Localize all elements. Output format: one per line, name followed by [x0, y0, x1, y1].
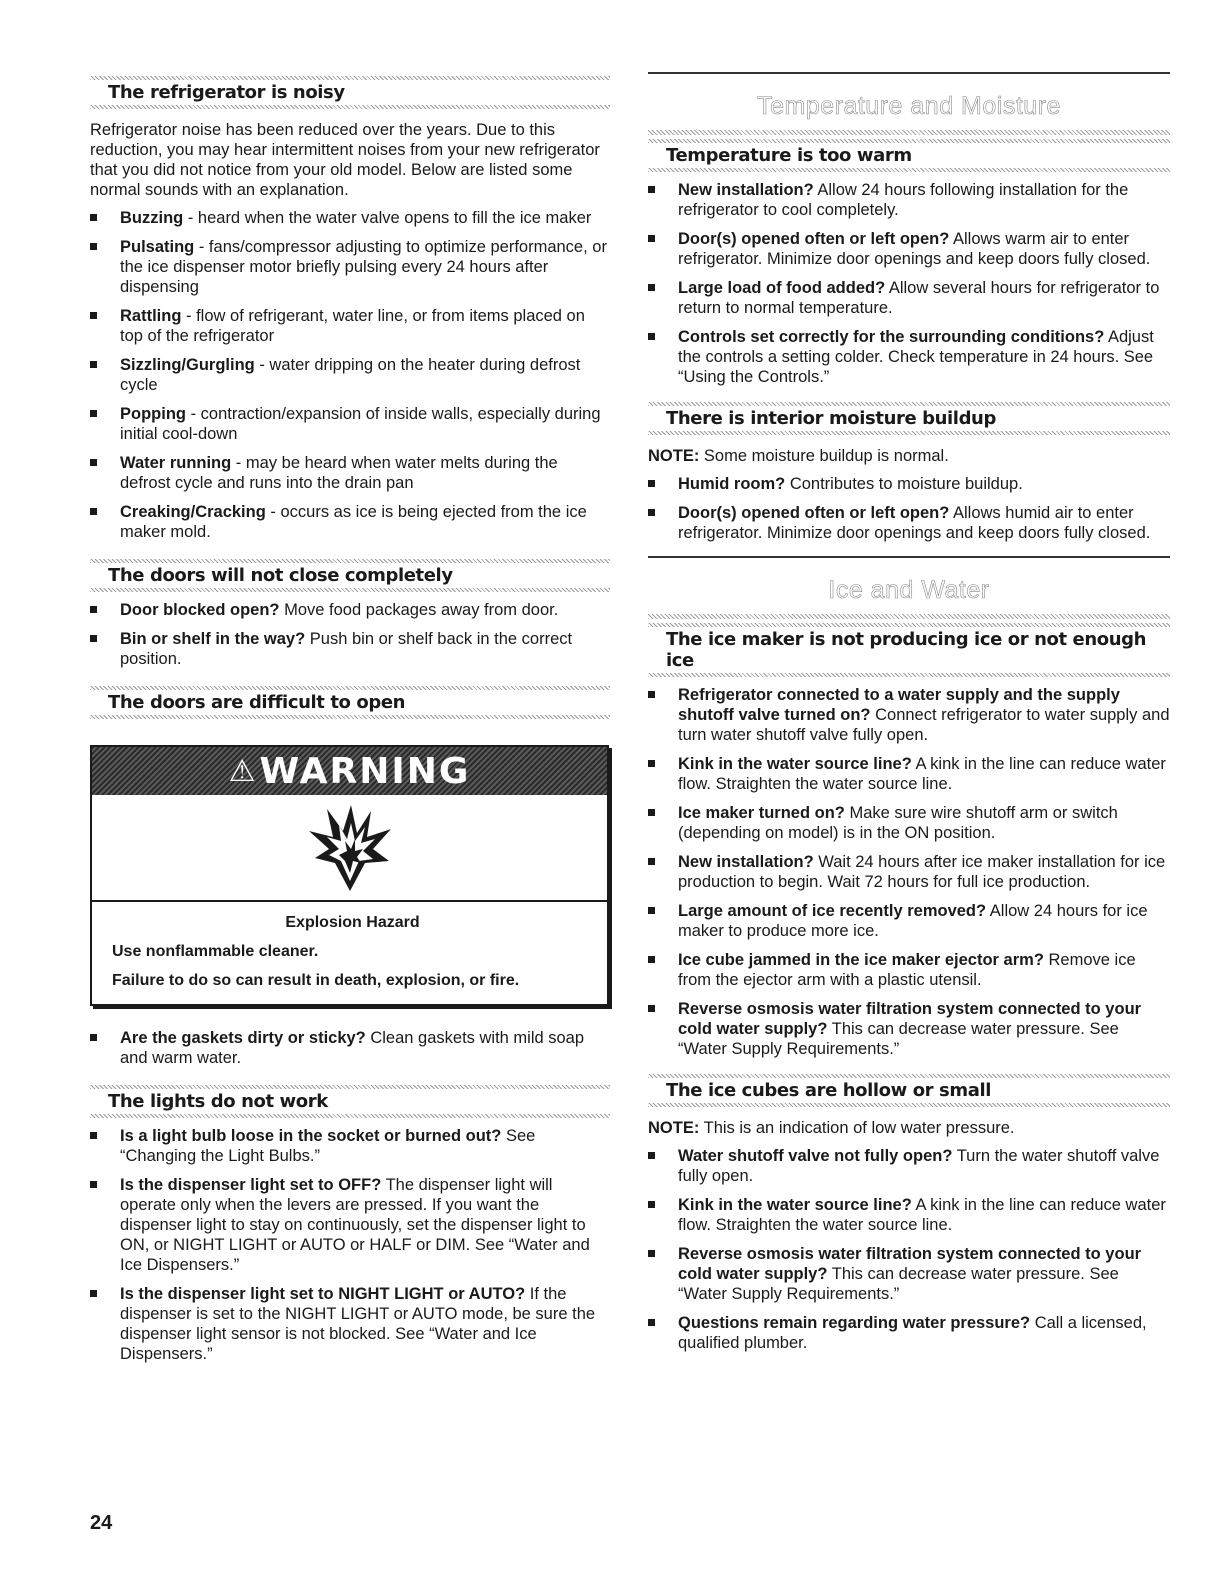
bullet-icon	[90, 635, 97, 642]
item-label: Reverse osmosis water filtration system connected to your cold water supply?	[678, 1245, 1142, 1283]
bullet-icon	[648, 284, 655, 291]
list-item	[90, 453, 610, 493]
lights-list	[90, 1126, 610, 1364]
bullet-icon	[648, 1201, 655, 1208]
item-text: Push bin or shelf back in the correct position.	[120, 630, 573, 668]
item-text: Clean gaskets with mild soap and warm water.	[120, 1029, 585, 1067]
item-text: - water dripping on the heater during defrost cycle	[120, 356, 581, 394]
list-item	[648, 1313, 1170, 1353]
item-text: Remove ice from the ejector arm with a plastic utensil.	[678, 951, 1136, 989]
item-label: Buzzing	[120, 209, 184, 227]
list-item	[90, 629, 610, 669]
list-item	[90, 1028, 610, 1068]
bullet-icon	[648, 907, 655, 914]
page-number: 24	[90, 1512, 113, 1534]
warning-line1: Use nonflammable cleaner.	[112, 943, 319, 960]
item-label: Popping	[120, 405, 186, 423]
bullet-icon	[90, 243, 97, 250]
item-label: Bin or shelf in the way?	[120, 630, 306, 648]
bullet-icon	[90, 1181, 97, 1188]
item-text: Allows warm air to enter refrigerator. Minimize door openings and keep doors fully closed.	[678, 230, 1151, 268]
explosion-icon	[305, 803, 395, 893]
moisture-note	[648, 446, 1170, 466]
bullet-icon	[90, 410, 97, 417]
item-text: Adjust the controls a setting colder. Check temperature in 24 hours. See “Using the Controls.”	[678, 328, 1154, 386]
item-label: Refrigerator connected to a water supply and the supply shutoff valve turned on?	[678, 686, 1120, 724]
doors-close-heading: The doors will not close completely	[90, 559, 610, 592]
item-text: Allow several hours for refrigerator to return to normal temperature.	[678, 279, 1160, 317]
noisy-intro: Refrigerator noise has been reduced over the years. Due to this reduction, you may hear intermittent noises from your new refrigerator that you did not notice from your old model. Below are listed some normal sounds with an explanation.	[90, 121, 600, 199]
noisy-list	[90, 208, 610, 542]
list-item	[648, 474, 1170, 494]
item-label: Rattling	[120, 307, 182, 325]
list-item	[648, 503, 1170, 543]
hollow-note	[648, 1118, 1170, 1138]
moisture-list	[648, 474, 1170, 543]
item-text: A kink in the line can reduce water flow. Straighten the water source line.	[678, 1196, 1166, 1234]
lights-heading: The lights do not work	[90, 1085, 610, 1118]
warning-text	[92, 902, 607, 1004]
warning-banner	[92, 747, 607, 795]
bullet-icon	[648, 809, 655, 816]
item-text: Move food packages away from door.	[279, 601, 559, 619]
hollow-list	[648, 1146, 1170, 1353]
bullet-icon	[90, 1034, 97, 1041]
bullet-icon	[648, 480, 655, 487]
item-text: A kink in the line can reduce water flow. Straighten the water source line.	[678, 755, 1166, 793]
list-item	[90, 404, 610, 444]
bullet-icon	[648, 858, 655, 865]
list-item	[648, 685, 1170, 745]
item-text: This can decrease water pressure. See “Water Supply Requirements.”	[678, 1265, 1119, 1303]
bullet-icon	[648, 691, 655, 698]
item-label: Is the dispenser light set to OFF?	[120, 1176, 382, 1194]
list-item	[648, 1244, 1170, 1304]
list-item	[90, 306, 610, 346]
bullet-icon	[90, 361, 97, 368]
list-item	[90, 600, 610, 620]
left-column	[90, 0, 610, 1373]
bullet-icon	[648, 235, 655, 242]
list-item	[90, 1284, 610, 1364]
too-warm-list	[648, 180, 1170, 387]
item-label: Reverse osmosis water filtration system connected to your cold water supply?	[678, 1000, 1142, 1038]
list-item	[90, 502, 610, 542]
item-label: Large load of food added?	[678, 279, 886, 297]
item-label: Creaking/Cracking	[120, 503, 266, 521]
item-label: Water running	[120, 454, 232, 472]
bullet-icon	[90, 606, 97, 613]
item-label: Door(s) opened often or left open?	[678, 230, 950, 248]
item-text: Wait 24 hours after ice maker installation for ice production to begin. Wait 72 hours for full ice production.	[678, 853, 1166, 891]
list-item	[648, 999, 1170, 1059]
doors-open-list	[90, 1028, 610, 1068]
bullet-icon	[648, 956, 655, 963]
item-label: Ice cube jammed in the ice maker ejector arm?	[678, 951, 1044, 969]
item-text: Turn the water shutoff valve fully open.	[678, 1147, 1160, 1185]
item-label: Kink in the water source line?	[678, 1196, 912, 1214]
item-label: New installation?	[678, 853, 814, 871]
list-item	[648, 754, 1170, 794]
bullet-icon	[90, 312, 97, 319]
item-label: Ice maker turned on?	[678, 804, 845, 822]
warning-line2: Failure to do so can result in death, explosion, or fire.	[112, 972, 520, 989]
item-label: Are the gaskets dirty or sticky?	[120, 1029, 366, 1047]
item-text: Allow 24 hours following installation for the refrigerator to cool completely.	[678, 181, 1129, 219]
item-label: Kink in the water source line?	[678, 755, 912, 773]
warning-title: WARNING	[259, 750, 471, 792]
item-label: Questions remain regarding water pressure?	[678, 1314, 1031, 1332]
bullet-icon	[90, 508, 97, 515]
moisture-note-text: Some moisture buildup is normal.	[699, 447, 949, 465]
item-text: Call a licensed, qualified plumber.	[678, 1314, 1147, 1352]
hollow-note-label: NOTE:	[648, 1119, 700, 1137]
item-label: Door(s) opened often or left open?	[678, 504, 950, 522]
item-text: The dispenser light will operate only when the levers are pressed. If you want the dispenser light to stay on continuously, set the dispenser light to ON, or NIGHT LIGHT or AUTO or HALF or DIM. See “Water and Ice Dispensers.”	[120, 1176, 590, 1274]
too-warm-heading: Temperature is too warm	[648, 139, 1170, 172]
item-text: Contributes to moisture buildup.	[785, 475, 1023, 493]
item-label: Water shutoff valve not fully open?	[678, 1147, 953, 1165]
list-item	[648, 803, 1170, 843]
list-item	[648, 950, 1170, 990]
list-item	[648, 1146, 1170, 1186]
item-label: Is a light bulb loose in the socket or burned out?	[120, 1127, 502, 1145]
not-producing-list	[648, 685, 1170, 1059]
item-text: Allows humid air to enter refrigerator. Minimize door openings and keep doors fully closed.	[678, 504, 1151, 542]
bullet-icon	[90, 1132, 97, 1139]
list-item	[648, 327, 1170, 387]
item-text: - heard when the water valve opens to fill the ice maker	[183, 209, 592, 227]
list-item	[90, 355, 610, 395]
right-column	[648, 0, 1170, 1362]
list-item	[90, 208, 610, 228]
item-text: - contraction/expansion of inside walls, especially during initial cool-down	[120, 405, 601, 443]
list-item	[648, 1195, 1170, 1235]
list-item	[90, 1126, 610, 1166]
bullet-icon	[90, 1290, 97, 1297]
item-label: Sizzling/Gurgling	[120, 356, 255, 374]
ice-water-title: Ice and Water	[648, 556, 1170, 619]
noisy-heading: The refrigerator is noisy	[90, 76, 610, 109]
bullet-icon	[648, 186, 655, 193]
list-item	[648, 180, 1170, 220]
list-item	[90, 1175, 610, 1275]
not-producing-heading: The ice maker is not producing ice or not enough ice	[648, 623, 1170, 677]
moisture-heading: There is interior moisture buildup	[648, 402, 1170, 435]
list-item	[648, 852, 1170, 892]
bullet-icon	[648, 1250, 655, 1257]
warning-box	[90, 745, 609, 1006]
item-label: New installation?	[678, 181, 814, 199]
bullet-icon	[648, 1319, 655, 1326]
list-item	[648, 229, 1170, 269]
moisture-note-label: NOTE:	[648, 447, 700, 465]
item-label: Door blocked open?	[120, 601, 280, 619]
bullet-icon	[648, 333, 655, 340]
hollow-heading: The ice cubes are hollow or small	[648, 1074, 1170, 1107]
list-item	[90, 237, 610, 297]
bullet-icon	[648, 509, 655, 516]
warning-hazard: Explosion Hazard	[285, 914, 420, 931]
bullet-icon	[90, 459, 97, 466]
item-text: See “Changing the Light Bulbs.”	[120, 1127, 536, 1165]
item-label: Is the dispenser light set to NIGHT LIGHT or AUTO?	[120, 1285, 526, 1303]
bullet-icon	[648, 1005, 655, 1012]
item-text: Make sure wire shutoff arm or switch (depending on model) is in the ON position.	[678, 804, 1118, 842]
explosion-icon-area	[92, 795, 607, 902]
list-item	[648, 901, 1170, 941]
item-text: Connect refrigerator to water supply and turn water shutoff valve fully open.	[678, 706, 1170, 744]
item-text: Allow 24 hours for ice maker to produce more ice.	[678, 902, 1148, 940]
item-text: - may be heard when water melts during the defrost cycle and runs into the drain pan	[120, 454, 558, 492]
item-text: - occurs as ice is being ejected from the ice maker mold.	[120, 503, 587, 541]
warning-triangle-icon: ⚠	[228, 753, 258, 789]
hollow-note-text: This is an indication of low water pressure.	[699, 1119, 1015, 1137]
bullet-icon	[648, 1152, 655, 1159]
doors-open-heading: The doors are difficult to open	[90, 686, 610, 719]
item-label: Large amount of ice recently removed?	[678, 902, 987, 920]
bullet-icon	[648, 760, 655, 767]
list-item	[648, 278, 1170, 318]
temp-moisture-title: Temperature and Moisture	[648, 72, 1170, 135]
item-label: Pulsating	[120, 238, 195, 256]
doors-close-list	[90, 600, 610, 669]
item-label: Controls set correctly for the surrounding conditions?	[678, 328, 1105, 346]
item-text: - flow of refrigerant, water line, or from items placed on top of the refrigerator	[120, 307, 585, 345]
item-text: If the dispenser is set to the NIGHT LIGHT or AUTO mode, be sure the dispenser light sensor is not blocked. See “Water and Ice Dispensers.”	[120, 1285, 596, 1363]
item-label: Humid room?	[678, 475, 786, 493]
item-text: - fans/compressor adjusting to optimize performance, or the ice dispenser motor briefly pulsing every 24 hours after dispensing	[120, 238, 607, 296]
bullet-icon	[90, 214, 97, 221]
item-text: This can decrease water pressure. See “Water Supply Requirements.”	[678, 1020, 1119, 1058]
